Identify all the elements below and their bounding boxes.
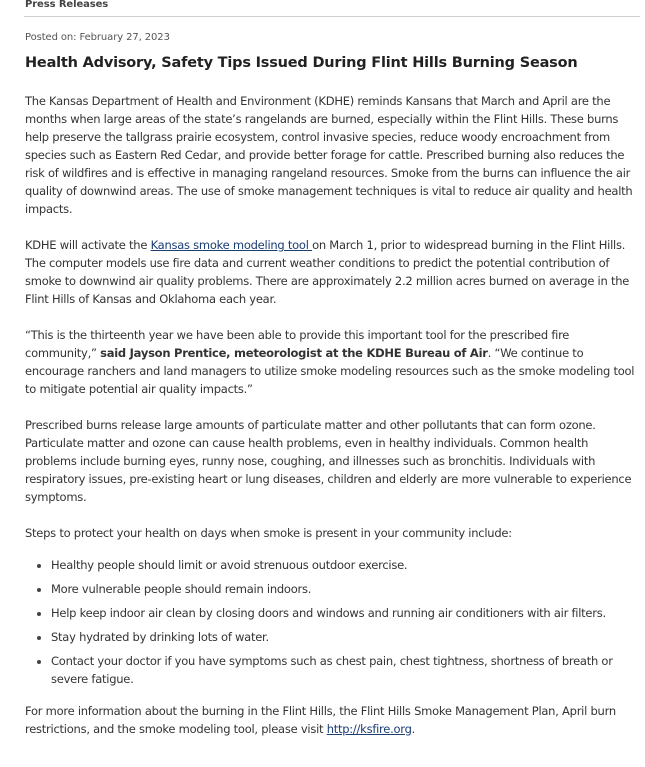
text-segment: . “We continue to encourage ranchers and land managers to utilize smoke modeling resources such as the smoke modeling tool to mitigate potential air quality impacts.” xyxy=(25,346,635,396)
header-divider xyxy=(24,16,640,17)
quote-attribution: said Jayson Prentice, meteorologist at the KDHE Bureau of Air xyxy=(100,346,488,360)
list-item: • More vulnerable people should remain indoors. xyxy=(51,580,641,598)
text-segment: For more information about the burning in the Flint Hills, the Flint Hills Smoke Management Plan, April burn restrictions, and the smoke modeling tool, please visit xyxy=(25,704,616,736)
posted-date: Posted on: February 27, 2023 xyxy=(25,32,170,43)
section-label[interactable]: Press Releases xyxy=(25,0,109,10)
paragraph-steps-intro: Steps to protect your health on days when smoke is present in your community include: xyxy=(25,526,512,540)
paragraph-quote xyxy=(25,326,641,398)
article-body xyxy=(25,92,641,756)
list-item: • Help keep indoor air clean by closing doors and windows and running air conditioners with air filters. xyxy=(51,604,641,622)
paragraph-modeling-tool xyxy=(25,236,641,308)
paragraph-health-effects: Prescribed burns release large amounts of particulate matter and other pollutants that can form ozone. Particulate matter and ozone can cause health problems, even in healthy individuals. Common health problems include burning eyes, runny nose, coughing, and illnesses such as bronchitis. Individuals with respiratory issues, pre-existing heart or lung diseases, children and elderly are more vulnerable to experience symptoms. xyxy=(25,418,632,504)
health-tips-list xyxy=(25,556,641,688)
text-segment: KDHE will activate the xyxy=(25,238,151,252)
text-segment: “This is the thirteenth year we have been able to provide this important tool for the prescribed fire community,” xyxy=(25,328,570,360)
article-headline: Health Advisory, Safety Tips Issued During Flint Hills Burning Season xyxy=(25,55,578,71)
ksfire-link[interactable]: http://ksfire.org xyxy=(326,722,412,736)
list-item: • Healthy people should limit or avoid strenuous outdoor exercise. xyxy=(51,556,641,574)
paragraph-intro: The Kansas Department of Health and Environment (KDHE) reminds Kansans that March and April are the months when large areas of the state’s rangelands are burned, especially within the Flint Hills. These burns help preserve the tallgrass prairie ecosystem, control invasive species, reduce woody encroachment from species such as Eastern Red Cedar, and provide better forage for cattle. Prescribed burning also reduces the risk of wildfires and is effective in managing rangeland resources. Smoke from the burns can influence the air quality of downwind areas. The use of smoke management techniques is vital to reduce air quality and health impacts. xyxy=(25,94,633,216)
list-item: • Contact your doctor if you have symptoms such as chest pain, chest tightness, shortness of breath or severe fatigue. xyxy=(51,652,641,688)
list-item: • Stay hydrated by drinking lots of water. xyxy=(51,628,641,646)
smoke-modeling-tool-link[interactable]: Kansas smoke modeling tool xyxy=(150,238,313,252)
paragraph-more-info xyxy=(25,702,641,738)
text-segment: on March 1, prior to widespread burning in the Flint Hills. The computer models use fire data and current weather conditions to predict the potential contribution of smoke to downwind air quality problems. There are approximately 2.2 million acres burned on average in the Flint Hills of Kansas and Oklahoma each year. xyxy=(25,238,630,306)
text-segment: . xyxy=(411,722,416,736)
